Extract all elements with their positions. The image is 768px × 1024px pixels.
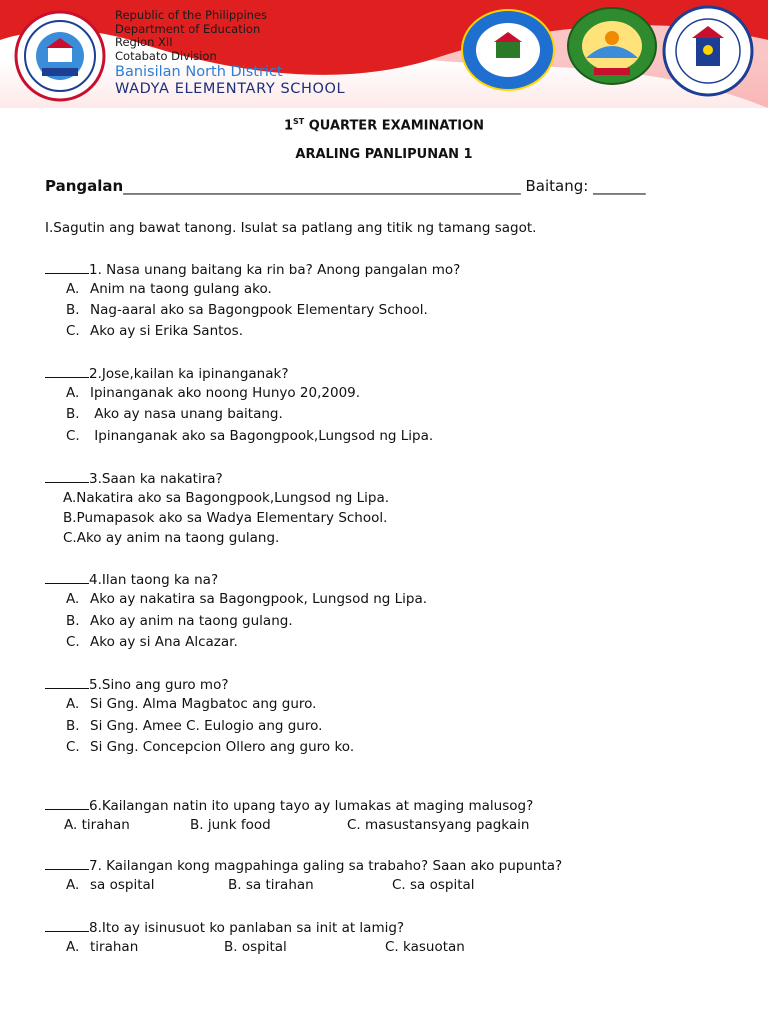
option-letter: B. [66,406,80,422]
option [347,817,529,833]
option [66,613,293,629]
option [224,939,287,955]
option-text: Si Gng. Amee C. Eulogio ang guro. [90,718,323,734]
option-text: Ako ay nakatira sa Bagongpook, Lungsod ng Lipa. [90,591,428,607]
option-text: junk food [207,817,271,833]
question-2 [45,365,288,382]
question-text: 1. Nasa unang baitang ka rin ba? Anong pangalan mo? [89,262,461,278]
option [63,490,389,506]
option-letter: B. [228,877,242,893]
school-name: WADYA ELEMENTARY SCHOOL [115,81,346,97]
option-text: Ako ay nasa unang baitang. [90,406,283,422]
school-seal-logo [14,10,106,102]
option-text: kasuotan [403,939,465,955]
option-text: Anim na taong gulang ako. [90,281,272,297]
header-line-region: Region XII [115,35,173,49]
option-letter: A. [66,877,80,893]
option-text: Nag-aaral ako sa Bagongpook Elementary School. [90,302,428,318]
option-letter: C. [347,817,361,833]
answer-blank[interactable] [45,797,89,810]
answer-blank[interactable] [45,571,89,584]
question-text: 5.Sino ang guro mo? [89,677,229,693]
option-text: Ako ay si Erika Santos. [90,323,244,339]
option-text: A.Nakatira ako sa Bagongpook,Lungsod ng Lipa. [63,490,390,506]
option [66,428,433,444]
question-text: 3.Saan ka nakatira? [89,471,223,487]
option-letter: A. [64,817,78,833]
answer-blank[interactable] [45,919,89,932]
grade-blank[interactable]: _______ [593,177,646,195]
letterhead [0,0,768,108]
header-line-department: Department of Education [115,21,261,36]
district-seal-logo [460,8,556,92]
option-letter: A. [66,939,80,955]
header-line-division: Cotabato Division [115,48,217,63]
option-letter: A. [66,591,80,607]
option-text: Ipinanganak ako noong Hunyo 20,2009. [90,385,361,401]
option-letter: A. [66,696,80,712]
option [63,530,279,546]
option [66,406,283,422]
option [66,718,322,734]
option [64,817,130,833]
option-text: sa ospital [410,877,475,893]
student-info-line [45,177,735,195]
name-label: Pangalan [45,177,124,195]
letterhead-text [115,9,345,98]
option-letter: B. [66,302,80,318]
option [63,510,387,526]
option-text: Si Gng. Alma Magbatoc ang guro. [90,696,317,712]
option [66,739,354,755]
option-text: tirahan [90,939,139,955]
grade-label: Baitang: [525,177,589,195]
exam-title [0,117,768,133]
option [385,939,465,955]
option [66,323,243,339]
question-1 [45,261,460,278]
option-text: ospital [241,939,287,955]
question-5 [45,676,229,693]
answer-blank[interactable] [45,365,89,378]
question-text: 7. Kailangan kong magpahinga galing sa trabaho? Saan ako pupunta? [89,858,563,874]
option-text: sa tirahan [245,877,314,893]
question-3 [45,470,223,487]
question-text: 4.Ilan taong ka na? [89,572,219,588]
question-text: 6.Kailangan natin ito upang tayo ay lumakas at maging malusog? [89,798,534,814]
option-letter: B. [190,817,204,833]
option-letter: C. [392,877,406,893]
option-text: B.Pumapasok ako sa Wadya Elementary School. [63,510,388,526]
question-text: 8.Ito ay isinusuot ko panlaban sa init at lamig? [89,920,405,936]
subject-title: ARALING PANLIPUNAN 1 [295,147,473,162]
option-letter: B. [66,613,80,629]
option [66,634,238,650]
question-7 [45,857,562,874]
deped-seal-logo [662,4,754,98]
option-text: C.Ako ay anim na taong gulang. [63,530,280,546]
answer-blank[interactable] [45,261,89,274]
option [66,939,138,955]
option [392,877,475,893]
option-text: Ako ay si Ana Alcazar. [90,634,238,650]
header-line-republic: Republic of the Philippines [115,8,268,22]
option-letter: C. [385,939,399,955]
option-text: masustansyang pagkain [365,817,530,833]
option-letter: C. [66,428,80,444]
option-text: tirahan [81,817,130,833]
option [190,817,271,833]
option-text: Ipinanganak ako sa Bagongpook,Lungsod ng Lipa. [90,428,434,444]
answer-blank[interactable] [45,857,89,870]
option [66,591,427,607]
option-text: Ako ay anim na taong gulang. [90,613,293,629]
option-letter: B. [224,939,238,955]
option [228,877,314,893]
option [66,877,155,893]
option-text: sa ospital [90,877,155,893]
division-seal-logo [566,6,658,86]
option [66,302,428,318]
instruction-text: I.Sagutin ang bawat tanong. Isulat sa patlang ang titik ng tamang sagot. [45,220,537,236]
option-text: Si Gng. Concepcion Ollero ang guro ko. [90,739,355,755]
option-letter: A. [66,281,80,297]
exam-title-ordinal: ST [293,117,305,126]
exam-title-text: QUARTER EXAMINATION [304,118,485,134]
question-8 [45,919,404,936]
exam-title-number: 1 [283,118,293,134]
option-letter: A. [66,385,80,401]
district-name: Banisilan North District [115,64,283,80]
option [66,696,316,712]
question-4 [45,571,218,588]
option-letter: C. [66,634,80,650]
name-blank[interactable]: _____________________________________________________ [123,177,521,195]
option [66,281,272,297]
answer-blank[interactable] [45,470,89,483]
answer-blank[interactable] [45,676,89,689]
option-letter: B. [66,718,80,734]
question-6 [45,797,533,814]
option-letter: C. [66,323,80,339]
option [66,385,360,401]
option-letter: C. [66,739,80,755]
question-text: 2.Jose,kailan ka ipinanganak? [89,366,289,382]
